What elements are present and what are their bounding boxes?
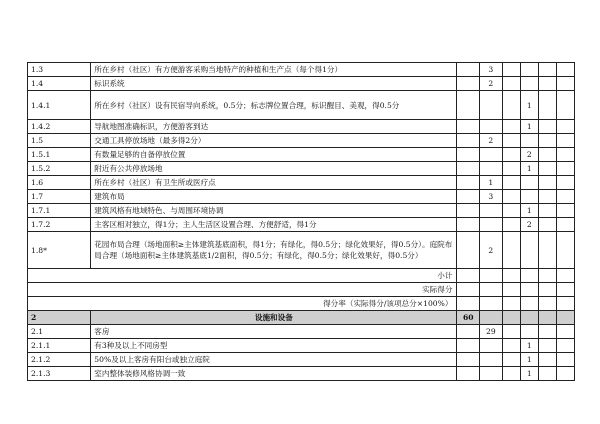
- summary-label-rate: 得分率（实际得分/该项总分×100%）: [28, 297, 457, 311]
- subitem-score: [520, 232, 538, 269]
- table-row: [28, 190, 575, 204]
- spacer-cell: [538, 232, 556, 269]
- spacer-cell: [538, 120, 556, 134]
- spacer-cell: [502, 134, 520, 148]
- item-score: [480, 148, 503, 162]
- section-score: [457, 325, 480, 339]
- empty-cell: [538, 269, 556, 283]
- spacer-cell: [502, 232, 520, 269]
- item-score: 3: [480, 63, 503, 77]
- spacer-cell: [502, 218, 520, 232]
- item-score: 2: [480, 134, 503, 148]
- section-score: [457, 162, 480, 176]
- spacer-cell: [502, 367, 520, 381]
- item-description: 所在乡村（社区）有卫生所或医疗点: [91, 176, 457, 190]
- section-total: 60: [457, 311, 480, 325]
- empty-cell: [457, 297, 480, 311]
- item-number: 1.5: [28, 134, 91, 148]
- subitem-score: 1: [520, 162, 538, 176]
- spacer-cell: [538, 176, 556, 190]
- spacer-cell: [502, 325, 520, 339]
- subitem-score: 1: [520, 204, 538, 218]
- item-score: 2: [480, 77, 503, 91]
- section-score: [457, 63, 480, 77]
- spacer-cell: [538, 339, 556, 353]
- item-number: 1.7.1: [28, 204, 91, 218]
- item-description: 所在乡村（社区）设有民宿导向系统，0.5分；标志牌位置合理，标识醒目、美观，得0.5分: [91, 91, 457, 120]
- item-number: 1.7: [28, 190, 91, 204]
- actual-score-cell: [556, 204, 574, 218]
- scoring-table: [27, 62, 575, 381]
- empty-cell: [502, 297, 520, 311]
- item-score: [480, 339, 503, 353]
- empty-cell: [480, 297, 503, 311]
- subitem-score: [520, 325, 538, 339]
- item-number: 1.4.2: [28, 120, 91, 134]
- item-description: 附近有公共停放场地: [91, 162, 457, 176]
- item-number: 2.1.1: [28, 339, 91, 353]
- actual-score-cell: [556, 77, 574, 91]
- item-number: 1.4: [28, 77, 91, 91]
- item-score: 29: [480, 325, 503, 339]
- table-row: [28, 63, 575, 77]
- subitem-score: 1: [520, 367, 538, 381]
- actual-score-cell: [556, 162, 574, 176]
- spacer-cell: [502, 91, 520, 120]
- empty-cell: [538, 311, 556, 325]
- table-row: [28, 176, 575, 190]
- empty-cell: [556, 311, 574, 325]
- actual-score-cell: [556, 91, 574, 120]
- actual-score-cell: [556, 325, 574, 339]
- spacer-cell: [502, 77, 520, 91]
- table-row: [28, 232, 575, 269]
- section-title: 设施和设备: [91, 311, 457, 325]
- empty-cell: [520, 269, 538, 283]
- subitem-score: 1: [520, 120, 538, 134]
- subitem-score: [520, 190, 538, 204]
- actual-score-cell: [556, 353, 574, 367]
- item-number: 1.4.1: [28, 91, 91, 120]
- item-number: 1.3: [28, 63, 91, 77]
- item-score: 3: [480, 190, 503, 204]
- spacer-cell: [538, 77, 556, 91]
- empty-cell: [480, 311, 503, 325]
- item-number: 1.8*: [28, 232, 91, 269]
- section-score: [457, 134, 480, 148]
- subitem-score: 1: [520, 91, 538, 120]
- table-row: [28, 325, 575, 339]
- section-score: [457, 218, 480, 232]
- spacer-cell: [502, 148, 520, 162]
- empty-cell: [502, 311, 520, 325]
- spacer-cell: [538, 63, 556, 77]
- empty-cell: [538, 283, 556, 297]
- summary-label-subtotal: 小计: [28, 269, 457, 283]
- item-description: 建筑风格有地域特色、与周围环境协调: [91, 204, 457, 218]
- spacer-cell: [538, 91, 556, 120]
- section-score: [457, 367, 480, 381]
- item-description: 50%及以上客房有阳台或独立庭院: [91, 353, 457, 367]
- section-score: [457, 91, 480, 120]
- subitem-score: [520, 134, 538, 148]
- empty-cell: [480, 269, 503, 283]
- item-number: 1.5.2: [28, 162, 91, 176]
- table-row: [28, 91, 575, 120]
- table-row: [28, 77, 575, 91]
- empty-cell: [457, 283, 480, 297]
- subitem-score: 1: [520, 353, 538, 367]
- spacer-cell: [538, 190, 556, 204]
- empty-cell: [520, 311, 538, 325]
- subitem-score: 2: [520, 148, 538, 162]
- table-row: [28, 367, 575, 381]
- actual-score-cell: [556, 232, 574, 269]
- item-number: 2.1: [28, 325, 91, 339]
- empty-cell: [520, 283, 538, 297]
- empty-cell: [520, 297, 538, 311]
- spacer-cell: [502, 204, 520, 218]
- spacer-cell: [502, 120, 520, 134]
- table-row: [28, 134, 575, 148]
- item-score: 1: [480, 176, 503, 190]
- spacer-cell: [502, 339, 520, 353]
- table-row: [28, 353, 575, 367]
- spacer-cell: [538, 162, 556, 176]
- table-row: [28, 218, 575, 232]
- subitem-score: [520, 176, 538, 190]
- item-description: 有数量足够的自备停放位置: [91, 148, 457, 162]
- subitem-score: 1: [520, 339, 538, 353]
- empty-cell: [556, 297, 574, 311]
- actual-score-cell: [556, 148, 574, 162]
- spacer-cell: [538, 353, 556, 367]
- empty-cell: [457, 269, 480, 283]
- spacer-cell: [538, 134, 556, 148]
- subitem-score: 2: [520, 218, 538, 232]
- spacer-cell: [502, 63, 520, 77]
- spacer-cell: [502, 176, 520, 190]
- item-description: 客房: [91, 325, 457, 339]
- spacer-cell: [502, 353, 520, 367]
- item-score: [480, 218, 503, 232]
- section-score: [457, 232, 480, 269]
- item-score: [480, 91, 503, 120]
- section-score: [457, 353, 480, 367]
- item-score: [480, 353, 503, 367]
- item-description: 标识系统: [91, 77, 457, 91]
- item-number: 2.1.2: [28, 353, 91, 367]
- item-description: 室内整体装修风格协调一致: [91, 367, 457, 381]
- summary-row-rate: [28, 297, 575, 311]
- item-description: 花园布局合理（场地面积≥主体建筑基底面积，得1分；有绿化，得0.5分；绿化效果好，得0.5分）。庭院布局合理（场地面积≥主体建筑基底1/2面积，得0.5分；有绿化，得0.5分；绿化效果好，得0.5分）: [91, 232, 457, 269]
- actual-score-cell: [556, 218, 574, 232]
- spacer-cell: [538, 325, 556, 339]
- table-row: [28, 148, 575, 162]
- section-score: [457, 176, 480, 190]
- table-row: [28, 339, 575, 353]
- subitem-score: [520, 63, 538, 77]
- section-header-row: [28, 311, 575, 325]
- summary-label-actual: 实际得分: [28, 283, 457, 297]
- actual-score-cell: [556, 120, 574, 134]
- actual-score-cell: [556, 367, 574, 381]
- item-number: 1.7.2: [28, 218, 91, 232]
- spacer-cell: [538, 204, 556, 218]
- empty-cell: [502, 283, 520, 297]
- spacer-cell: [538, 218, 556, 232]
- summary-row-actual: [28, 283, 575, 297]
- item-description: 建筑布局: [91, 190, 457, 204]
- section-score: [457, 190, 480, 204]
- section-score: [457, 148, 480, 162]
- item-number: 1.6: [28, 176, 91, 190]
- actual-score-cell: [556, 176, 574, 190]
- item-score: [480, 162, 503, 176]
- section-score: [457, 120, 480, 134]
- item-score: 2: [480, 232, 503, 269]
- table-row: [28, 162, 575, 176]
- actual-score-cell: [556, 190, 574, 204]
- item-description: 导航地图准确标识，方便游客到达: [91, 120, 457, 134]
- actual-score-cell: [556, 134, 574, 148]
- spacer-cell: [538, 367, 556, 381]
- item-description: 所在乡村（社区）有方便游客采购当地特产的种植和生产点（每个得1分）: [91, 63, 457, 77]
- section-score: [457, 339, 480, 353]
- section-score: [457, 204, 480, 218]
- item-number: 1.5.1: [28, 148, 91, 162]
- item-description: 有3种及以上不同房型: [91, 339, 457, 353]
- empty-cell: [538, 297, 556, 311]
- item-number: 2.1.3: [28, 367, 91, 381]
- section-number: 2: [28, 311, 91, 325]
- spacer-cell: [502, 162, 520, 176]
- spacer-cell: [502, 190, 520, 204]
- table-row: [28, 204, 575, 218]
- empty-cell: [502, 269, 520, 283]
- actual-score-cell: [556, 339, 574, 353]
- item-score: [480, 204, 503, 218]
- summary-row-subtotal: [28, 269, 575, 283]
- item-description: 交通工具停放场地（最多得2分）: [91, 134, 457, 148]
- spacer-cell: [538, 148, 556, 162]
- actual-score-cell: [556, 63, 574, 77]
- item-description: 主客区相对独立，得1分；主人生活区设置合理、方便舒适，得1分: [91, 218, 457, 232]
- item-score: [480, 120, 503, 134]
- item-score: [480, 367, 503, 381]
- table-row: [28, 120, 575, 134]
- section-score: [457, 77, 480, 91]
- subitem-score: [520, 77, 538, 91]
- empty-cell: [480, 283, 503, 297]
- empty-cell: [556, 269, 574, 283]
- empty-cell: [556, 283, 574, 297]
